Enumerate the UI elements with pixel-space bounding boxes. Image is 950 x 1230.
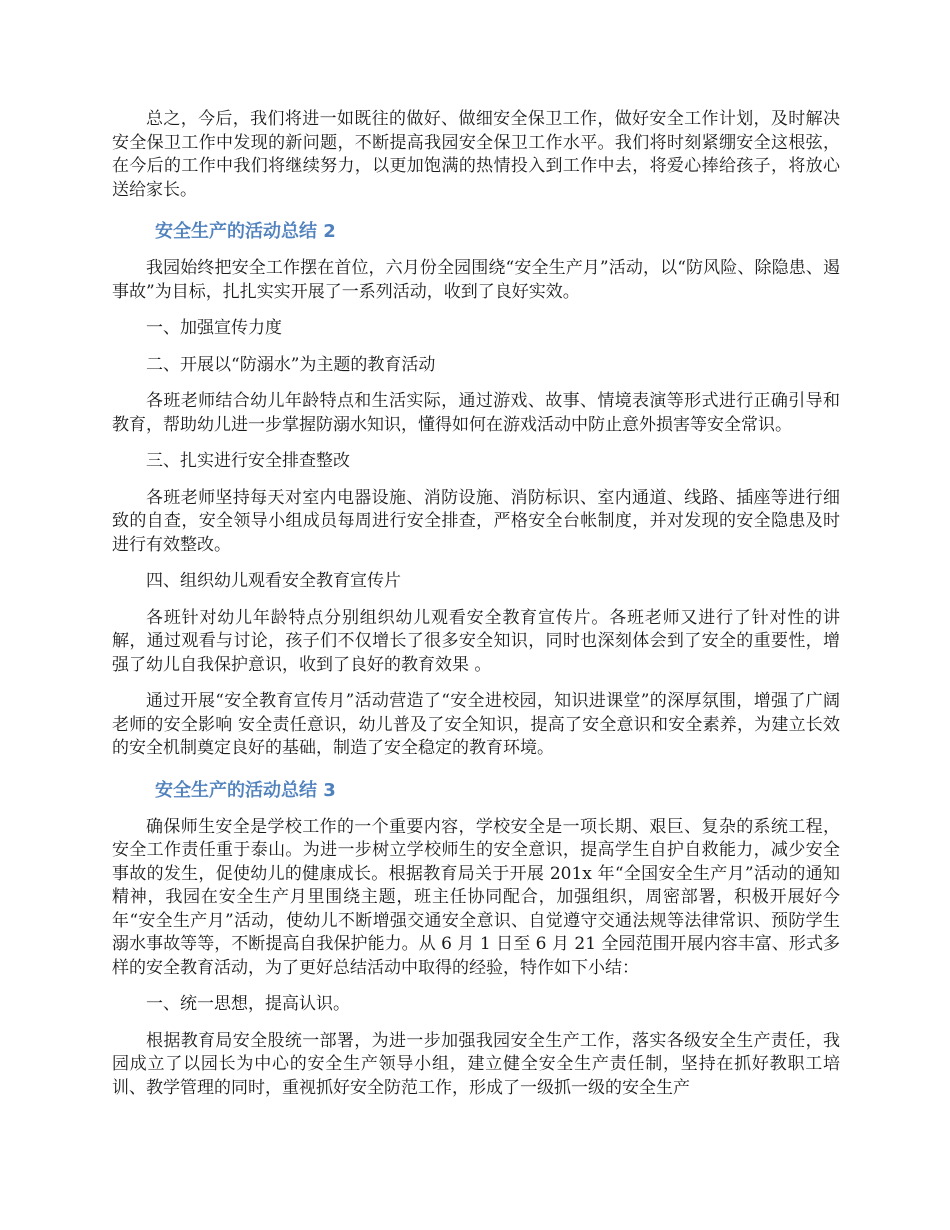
paragraph: 二、开展以“防溺水”为主题的教育活动 — [146, 354, 436, 375]
paragraph: 三、扎实进行安全排查整改 — [146, 451, 350, 471]
paragraph: 四、组织幼儿观看安全教育宣传片 — [146, 571, 401, 591]
paragraph: 我园始终把安全工作摆在首位，六月份全园围绕“安全生产月”活动，以“防风险、除隐患、遏事故”为目标，扎扎实实开展了一系列活动，收到了良好实效。 — [112, 258, 840, 302]
document-body — [112, 108, 840, 1113]
paragraph: 各班老师坚持每天对室内电器设施、消防设施、消防标识、室内通道、线路、插座等进行细致的自查，安全领导小组成员每周进行安全排查，严格安全台帐制度，并对发现的安全隐患及时进行有效整改。 — [112, 487, 840, 555]
section-heading: 安全生产的活动总结 3 — [155, 779, 336, 801]
paragraph: 总之，今后，我们将进一如既往的做好、做细安全保卫工作，做好安全工作计划，及时解决安全保卫工作中发现的新问题，不断提高我园安全保卫工作水平。我们将时刻紧绷安全这根弦，在今后的工作中我们将继续努力，以更加饱满的热情投入到工作中去，将爱心捧给孩子，将放心送给家长。 — [112, 109, 840, 200]
paragraph: 各班针对幼儿年龄特点分别组织幼儿观看安全教育宣传片。各班老师又进行了针对性的讲解，通过观看与讨论，孩子们不仅增长了很多安全知识，同时也深刻体会到了安全的重要性，增强了幼儿自我保护意识，收到了良好的教育效果 。 — [112, 607, 840, 675]
paragraph: 确保师生安全是学校工作的一个重要内容，学校安全是一项长期、艰巨、复杂的系统工程，安全工作责任重于泰山。为进一步树立学校师生的安全意识，提高学生自护自救能力，减少安全事故的发生，促使幼儿的健康成长。根据教育局关于开展 201x 年“全国安全生产月”活动的通知精神，我园在安全生产月里围绕主题，班主任协同配合，加强组织，周密部署，积极开展好今年“安全生产月”活动，使幼儿不断增强交通安全意识、自觉遵守交通法规等法律常识、预防学生溺水事故等等，不断提高自我保护能力。从 6 月 1 日至 6 月 21 全园范围开展内容丰富、形式多样的安全教育活动，为了更好总结活动中取得的经验，特作如下小结： — [112, 816, 840, 978]
section-heading: 安全生产的活动总结 2 — [155, 221, 336, 242]
paragraph: 各班老师结合幼儿年龄特点和生活实际，通过游戏、故事、情境表演等形式进行正确引导和教育，帮助幼儿进一步掌握防溺水知识，懂得如何在游戏活动中防止意外损害等安全常识。 — [112, 391, 840, 435]
paragraph: 一、统一思想，提高认识。 — [146, 994, 350, 1014]
paragraph: 通过开展“安全教育宣传月”活动营造了“安全进校园，知识进课堂”的深厚氛围，增强了广阔老师的安全影响 安全责任意识，幼儿普及了安全知识，提高了安全意识和安全素养，为建立长效的安全机制奠定良好的基础，制造了安全稳定的教育环境。 — [112, 691, 840, 758]
paragraph: 根据教育局安全股统一部署，为进一步加强我园安全生产工作，落实各级安全生产责任，我园成立了以园长为中心的安全生产领导小组，建立健全安全生产责任制，坚持在抓好教职工培训、教学管理的同时，重视抓好安全防范工作，形成了一级抓一级的安全生产 — [112, 1030, 840, 1098]
paragraph: 一、加强宣传力度 — [146, 318, 282, 338]
